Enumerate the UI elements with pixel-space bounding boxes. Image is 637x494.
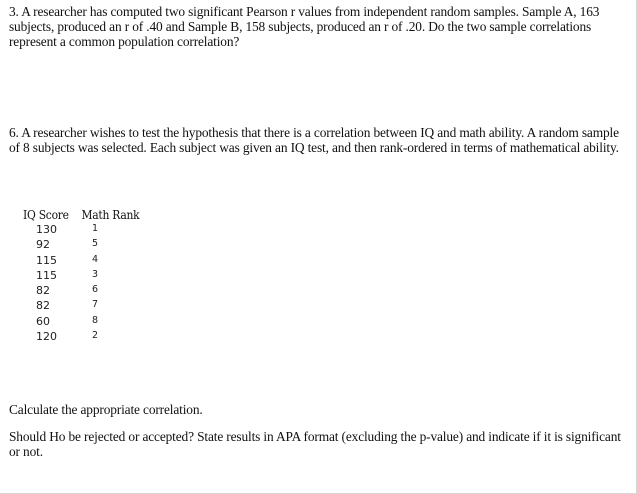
iq-score-cell: 60 [36, 314, 50, 328]
table-header [23, 208, 150, 222]
math-rank-header: Math Rank [81, 207, 140, 222]
table-row [23, 330, 173, 345]
iq-score-cell: 82 [36, 299, 50, 313]
math-rank-cell: 6 [91, 284, 99, 296]
math-rank-cell: 3 [91, 268, 99, 280]
math-rank-cell: 5 [91, 238, 99, 250]
table-row [23, 269, 173, 284]
iq-score-cell: 82 [36, 284, 50, 298]
iq-score-cell: 92 [36, 238, 50, 252]
table-body [23, 223, 173, 345]
question-6-text: 6. A researcher wishes to test the hypothesis that there is a correlation between IQ and math ability. A random sample of 8 subjects was selected. Each subject was given an IQ test, and then rank-ordered in terms of mathematical ability. [9, 125, 619, 155]
math-rank-cell: 8 [91, 314, 99, 326]
iq-score-cell: 130 [36, 223, 57, 236]
iq-math-table [23, 207, 171, 344]
iq-score-header: IQ Score [23, 207, 69, 222]
math-rank-cell: 1 [91, 223, 99, 234]
table-row [23, 223, 173, 238]
table-row [23, 284, 173, 299]
math-rank-cell: 4 [91, 253, 99, 265]
table-row [23, 238, 173, 253]
iq-score-cell: 115 [36, 253, 57, 267]
table-row [23, 299, 173, 314]
math-rank-cell: 7 [91, 299, 99, 311]
calculate-instruction: Calculate the appropriate correlation. [9, 402, 203, 417]
math-rank-cell: 2 [91, 330, 99, 342]
decision-instruction: Should Ho be rejected or accepted? State results in APA format (excluding the p-value) and indicate if it is significant or not. [9, 429, 621, 459]
table-row [23, 254, 173, 269]
table-row [23, 315, 173, 330]
question-3-text: 3. A researcher has computed two significant Pearson r values from independent random samples. Sample A, 163 subjects, produced an r of .40 and Sample B, 158 subjects, produced an r of .20. Do the two sample correlations represent a common population correlation? [9, 4, 600, 49]
iq-score-cell: 115 [36, 268, 57, 282]
iq-score-cell: 120 [36, 330, 57, 344]
